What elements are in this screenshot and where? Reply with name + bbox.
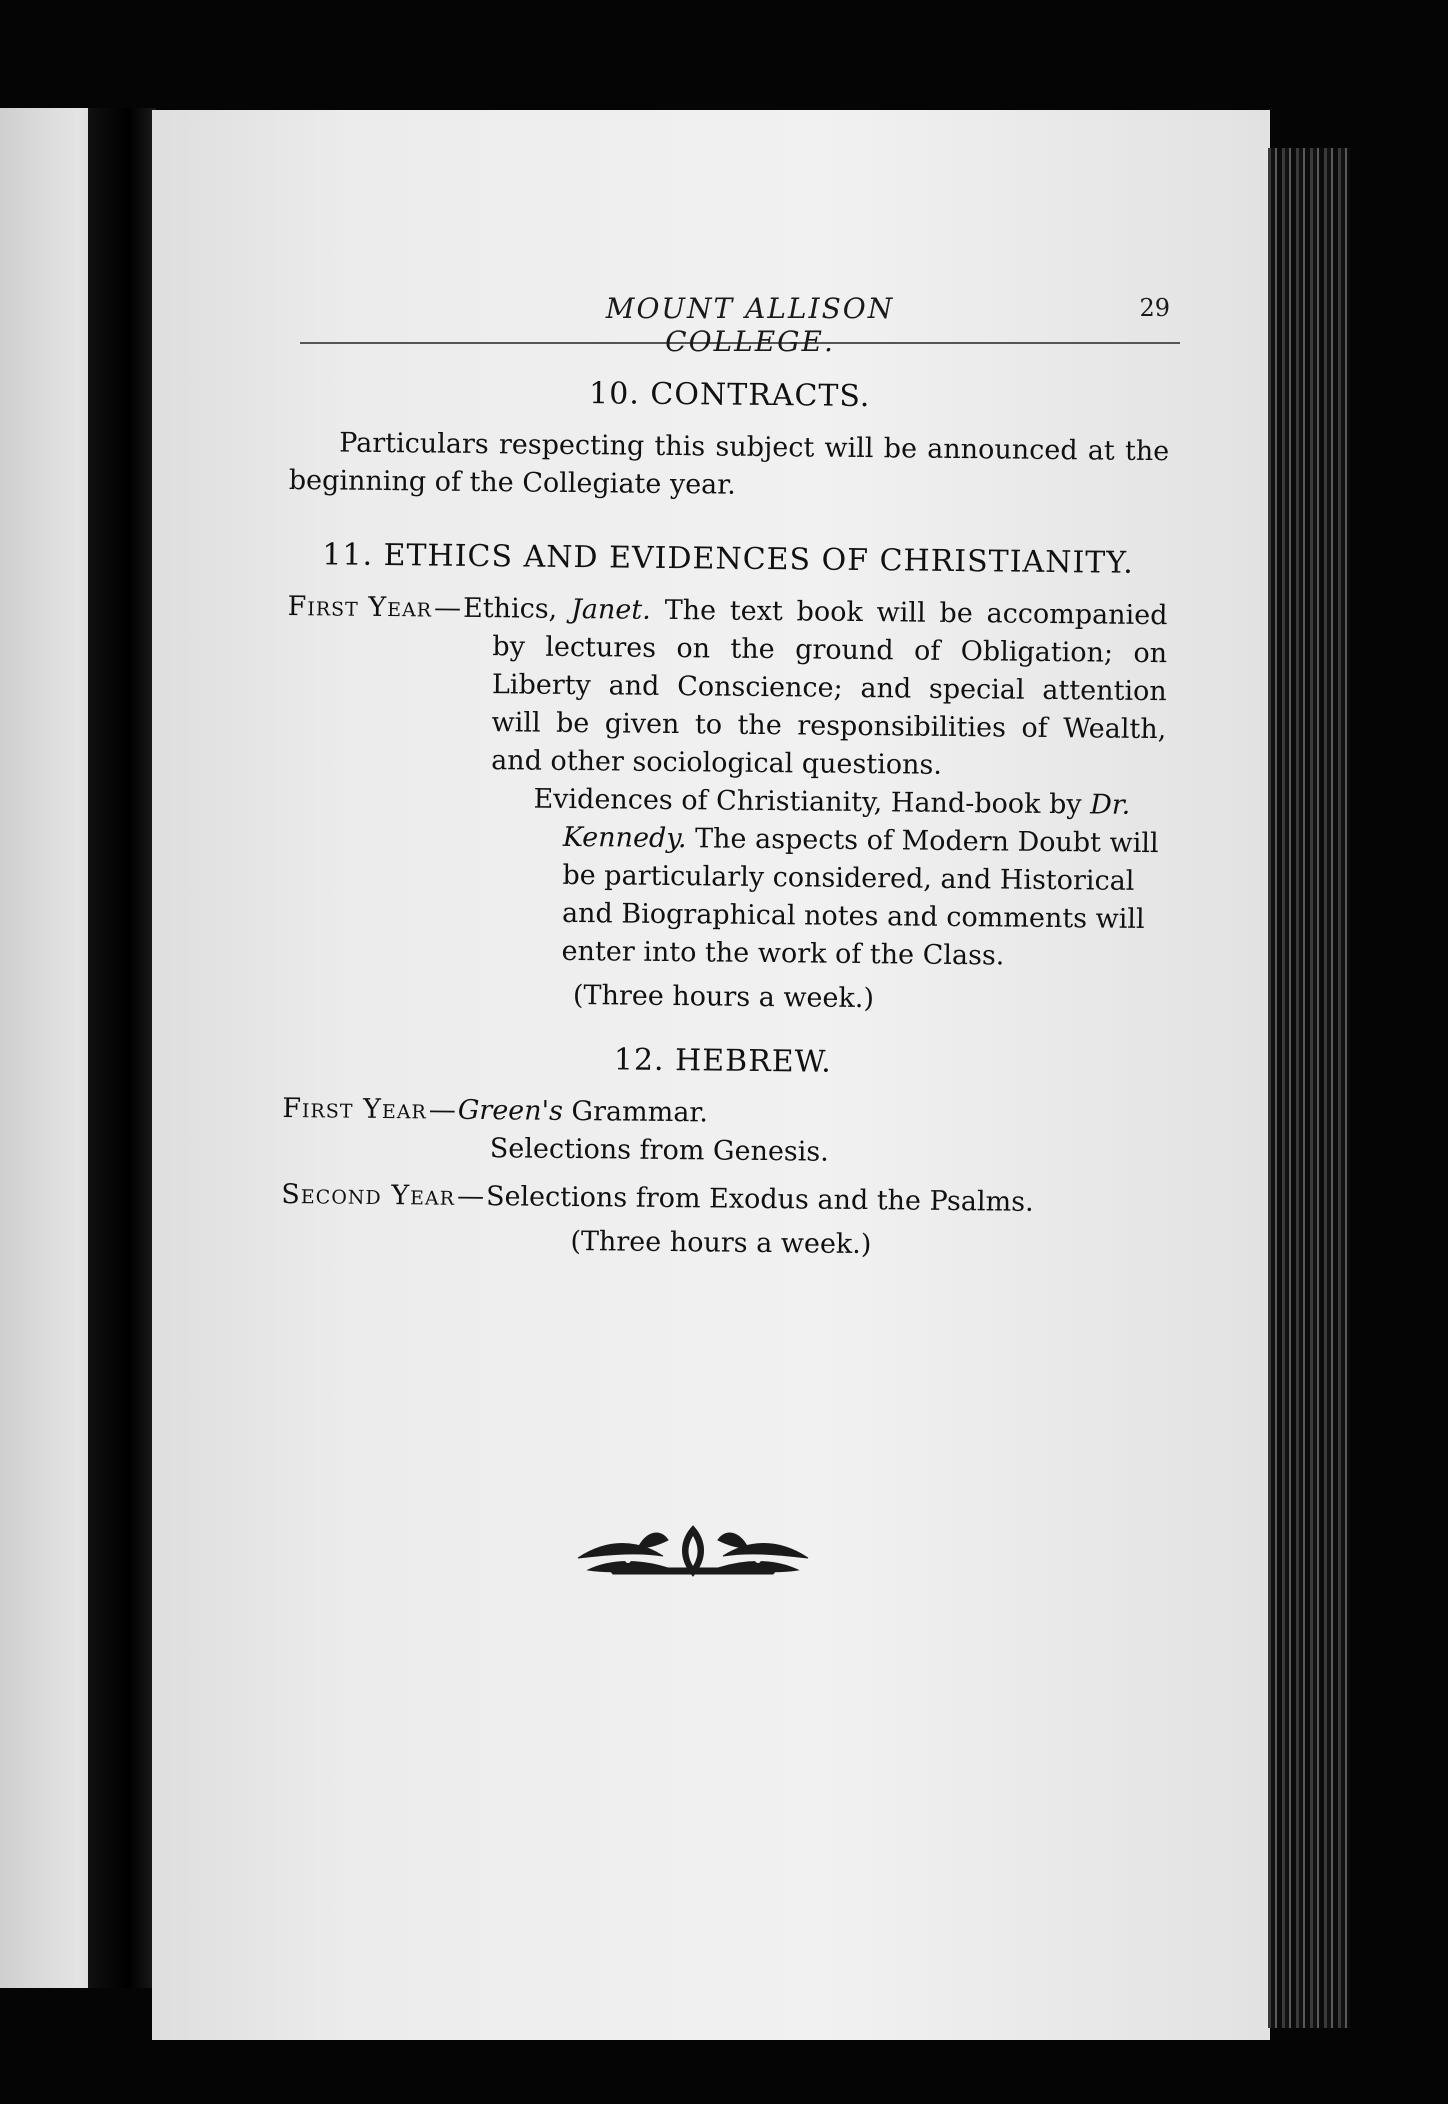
page-content xyxy=(280,372,1170,1293)
section-heading-ethics: 11. ETHICS AND EVIDENCES OF CHRISTIANITY. xyxy=(322,537,1134,581)
course-author: Dr. Kennedy. xyxy=(562,789,1131,855)
dash: — xyxy=(456,1180,485,1213)
hebrew-second-year xyxy=(281,1176,1161,1223)
hebrew-second-year-line: Selections from Exodus and the Psalms. xyxy=(485,1181,1034,1218)
page-edges xyxy=(1268,148,1350,2028)
course-author: Janet. xyxy=(570,593,651,626)
dash: — xyxy=(433,592,462,624)
hebrew-hours-note: (Three hours a week.) xyxy=(570,1225,872,1261)
page-header xyxy=(300,292,1180,358)
year-label: First Year xyxy=(282,1092,427,1126)
course-description: The text book will be accompanied by lectures on the ground of Obligation; on Liberty and Conscience; and special attention will be given to the responsibilities of Wealth, and other sociological questions. xyxy=(491,594,1168,781)
evidences-entry xyxy=(284,778,1166,977)
course-author: Green's xyxy=(457,1094,564,1127)
ethics-hours-note: (Three hours a week.) xyxy=(572,979,875,1015)
course-description: The aspects of Modern Doubt will be particularly considered, and Historical and Biographical notes and comments will enter into the work of the Class. xyxy=(561,823,1159,972)
year-label: Second Year xyxy=(281,1178,456,1212)
section-heading-contracts: 10. CONTRACTS. xyxy=(588,376,871,415)
ethics-first-year-body xyxy=(461,590,1167,787)
floral-tailpiece-icon xyxy=(568,1518,818,1588)
course-title: Evidences of Christianity, Hand-book by xyxy=(533,783,1091,821)
ethics-course-text xyxy=(461,590,1167,787)
evidences-course-text xyxy=(532,781,1166,978)
ethics-first-year xyxy=(286,588,1168,787)
running-title: MOUNT ALLISON COLLEGE. xyxy=(605,292,895,358)
contracts-paragraph: Particulars respecting this subject will be announced at the beginning of the Collegiate year. xyxy=(288,427,1170,501)
section-heading-hebrew: 12. HEBREW. xyxy=(613,1042,832,1080)
course-title: Grammar. xyxy=(562,1095,709,1129)
page-number: 29 xyxy=(1139,294,1170,322)
year-label: First Year xyxy=(287,590,433,624)
book-gutter xyxy=(88,108,156,1988)
dash: — xyxy=(428,1094,456,1126)
hebrew-first-year-line-2: Selections from Genesis. xyxy=(489,1133,829,1168)
course-title: Ethics, xyxy=(462,592,572,625)
